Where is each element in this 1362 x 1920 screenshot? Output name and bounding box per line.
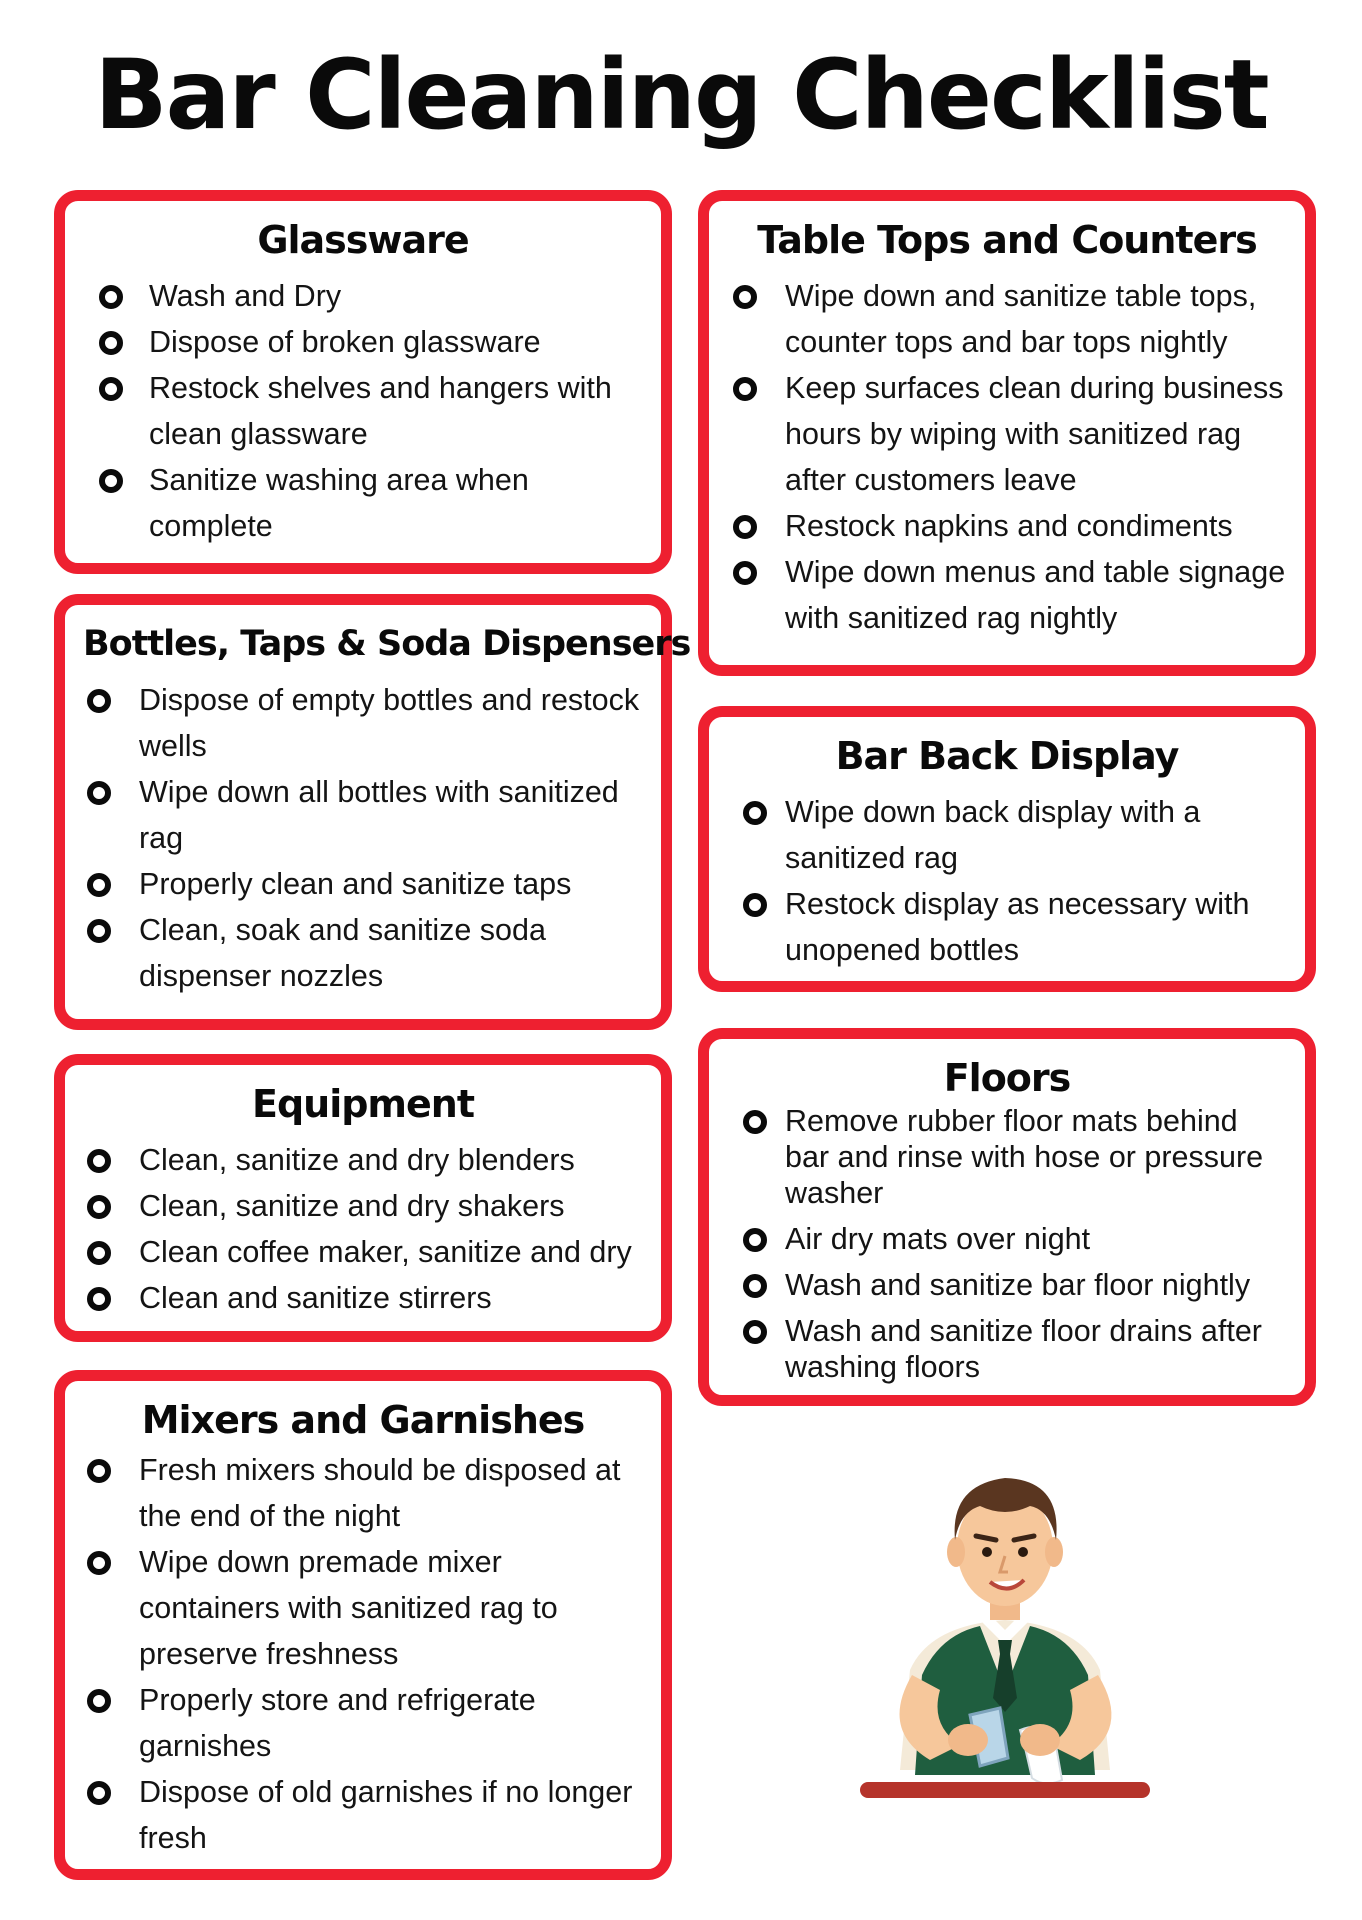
mixers-heading: Mixers and Garnishes bbox=[141, 1398, 585, 1442]
list-item-text: Wash and sanitize bar floor nightly bbox=[785, 1268, 1251, 1302]
equipment-heading: Equipment bbox=[251, 1082, 475, 1126]
bottles-card bbox=[54, 594, 691, 1030]
list-item-text: Wipe down back display with a sanitized rag bbox=[785, 795, 1201, 875]
list-item bbox=[83, 1229, 643, 1275]
bullet-icon bbox=[733, 561, 757, 585]
bullet-icon bbox=[743, 801, 767, 825]
list-item-text: Remove rubber floor mats behind bar and rinse with hose or pressure washer bbox=[785, 1104, 1264, 1210]
bullet-icon bbox=[87, 1459, 111, 1483]
list-item-text: Fresh mixers should be disposed at the end of the night bbox=[139, 1453, 621, 1533]
list-item bbox=[83, 273, 643, 319]
list-item bbox=[727, 789, 1287, 881]
barback-card bbox=[698, 706, 1316, 992]
list-item bbox=[83, 365, 643, 457]
list-item-text: Clean and sanitize stirrers bbox=[139, 1281, 492, 1315]
equipment-card bbox=[54, 1054, 672, 1342]
glassware-list bbox=[83, 273, 643, 549]
bullet-icon bbox=[733, 377, 757, 401]
list-item bbox=[83, 457, 643, 549]
list-item-text: Wipe down premade mixer containers with sanitized rag to preserve freshness bbox=[139, 1545, 558, 1671]
list-item bbox=[83, 1447, 643, 1539]
list-item bbox=[727, 549, 1287, 641]
list-item bbox=[83, 769, 643, 861]
list-item-text: Sanitize washing area when complete bbox=[149, 463, 529, 543]
bullet-icon bbox=[87, 1195, 111, 1219]
list-item-text: Clean, sanitize and dry shakers bbox=[139, 1189, 565, 1223]
bullet-icon bbox=[87, 1551, 111, 1575]
list-item bbox=[83, 907, 643, 999]
list-item bbox=[83, 1539, 643, 1677]
list-item-text: Dispose of old garnishes if no longer fresh bbox=[139, 1775, 633, 1855]
list-item-text: Restock shelves and hangers with clean glassware bbox=[149, 371, 612, 451]
barback-heading: Bar Back Display bbox=[835, 734, 1179, 778]
list-item-text: Wipe down and sanitize table tops, counter tops and bar tops nightly bbox=[785, 279, 1257, 359]
bullet-icon bbox=[733, 285, 757, 309]
list-item-text: Wash and sanitize floor drains after washing floors bbox=[785, 1314, 1262, 1384]
bullet-icon bbox=[743, 1228, 767, 1252]
bullet-icon bbox=[743, 1320, 767, 1344]
list-item bbox=[727, 1103, 1287, 1211]
list-item-text: Air dry mats over night bbox=[785, 1222, 1091, 1256]
list-item bbox=[83, 319, 643, 365]
bartender-icon bbox=[840, 1440, 1170, 1820]
bullet-icon bbox=[99, 285, 123, 309]
list-item-text: Wipe down all bottles with sanitized rag bbox=[139, 775, 619, 855]
list-item bbox=[727, 273, 1287, 365]
list-item bbox=[83, 1275, 643, 1321]
list-item bbox=[727, 1267, 1287, 1303]
bullet-icon bbox=[87, 919, 111, 943]
list-item-text: Clean, sanitize and dry blenders bbox=[139, 1143, 575, 1177]
bullet-icon bbox=[87, 1689, 111, 1713]
tabletops-heading: Table Tops and Counters bbox=[757, 218, 1257, 262]
list-item-text: Wash and Dry bbox=[149, 279, 342, 313]
list-item-text: Clean coffee maker, sanitize and dry bbox=[139, 1235, 632, 1269]
list-item-text: Wipe down menus and table signage with sanitized rag nightly bbox=[785, 555, 1286, 635]
tabletops-list bbox=[727, 273, 1287, 641]
bottles-list bbox=[83, 677, 643, 999]
list-item bbox=[727, 365, 1287, 503]
floors-list bbox=[727, 1103, 1287, 1385]
glassware-card bbox=[54, 190, 672, 574]
list-item-text: Keep surfaces clean during business hours by wiping with sanitized rag after customers leave bbox=[785, 371, 1284, 497]
list-item bbox=[727, 1221, 1287, 1257]
list-item bbox=[83, 1677, 643, 1769]
bullet-icon bbox=[87, 1149, 111, 1173]
mixers-card bbox=[54, 1370, 672, 1880]
bullet-icon bbox=[733, 515, 757, 539]
equipment-list bbox=[83, 1137, 643, 1321]
list-item bbox=[83, 861, 643, 907]
list-item-text: Restock napkins and condiments bbox=[785, 509, 1233, 543]
list-item bbox=[83, 1183, 643, 1229]
bullet-icon bbox=[99, 469, 123, 493]
list-item bbox=[83, 1769, 643, 1861]
list-item-text: Restock display as necessary with unopened bottles bbox=[785, 887, 1250, 967]
bullet-icon bbox=[87, 689, 111, 713]
list-item bbox=[83, 1137, 643, 1183]
mixers-list bbox=[83, 1447, 643, 1861]
bullet-icon bbox=[743, 1274, 767, 1298]
bottles-heading: Bottles, Taps & Soda Dispensers bbox=[83, 624, 691, 664]
list-item bbox=[83, 677, 643, 769]
bullet-icon bbox=[87, 1781, 111, 1805]
tabletops-card bbox=[698, 190, 1316, 676]
bullet-icon bbox=[99, 331, 123, 355]
bullet-icon bbox=[87, 1287, 111, 1311]
list-item-text: Dispose of broken glassware bbox=[149, 325, 541, 359]
bullet-icon bbox=[743, 893, 767, 917]
list-item-text: Dispose of empty bottles and restock wells bbox=[139, 683, 640, 763]
bullet-icon bbox=[743, 1110, 767, 1134]
list-item-text: Clean, soak and sanitize soda dispenser nozzles bbox=[139, 913, 546, 993]
floors-heading: Floors bbox=[943, 1056, 1071, 1100]
glassware-heading: Glassware bbox=[257, 218, 469, 262]
list-item bbox=[727, 881, 1287, 973]
bullet-icon bbox=[87, 873, 111, 897]
bullet-icon bbox=[87, 781, 111, 805]
list-item bbox=[727, 503, 1287, 549]
bullet-icon bbox=[87, 1241, 111, 1265]
list-item bbox=[727, 1313, 1287, 1385]
bullet-icon bbox=[99, 377, 123, 401]
barback-list bbox=[727, 789, 1287, 973]
list-item-text: Properly store and refrigerate garnishes bbox=[139, 1683, 536, 1763]
floors-card bbox=[698, 1028, 1316, 1406]
list-item-text: Properly clean and sanitize taps bbox=[139, 867, 572, 901]
page-title: Bar Cleaning Checklist bbox=[94, 39, 1268, 151]
